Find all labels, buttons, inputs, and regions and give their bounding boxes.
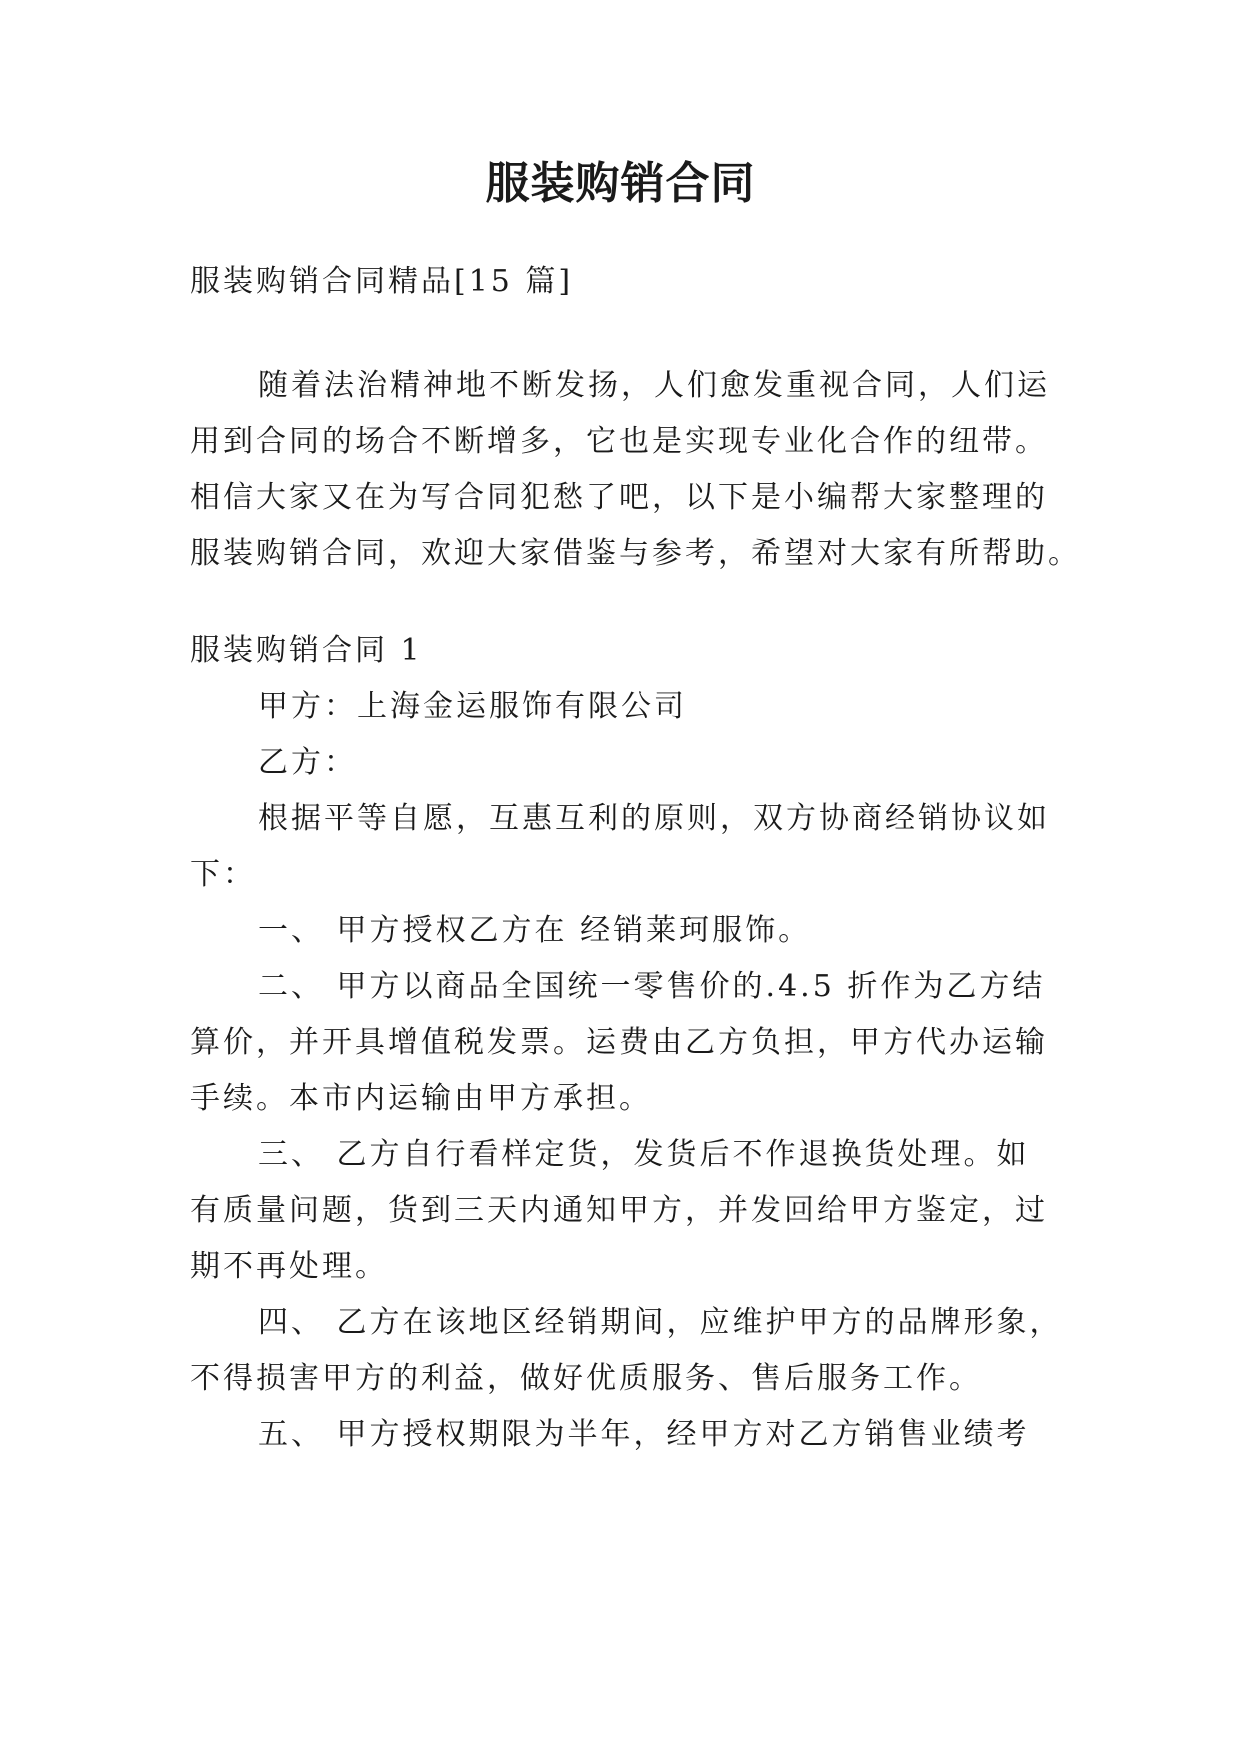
clause-3-line-2: 有质量问题，货到三天内通知甲方，并发回给甲方鉴定，过 <box>190 1193 1048 1228</box>
clause-4-line-2: 不得损害甲方的利益，做好优质服务、售后服务工作。 <box>190 1361 982 1396</box>
clause-2-line-2: 算价，并开具增值税发票。运费由乙方负担，甲方代办运输 <box>190 1025 1048 1060</box>
clause-3-line-3: 期不再处理。 <box>190 1249 388 1284</box>
clause-3-line-1: 三、 乙方自行看样定货，发货后不作退换货处理。如 <box>258 1137 1030 1172</box>
party-b: 乙方： <box>258 745 357 780</box>
document-subtitle: 服装购销合同精品[15 篇] <box>190 264 574 299</box>
clause-5-line-1: 五、 甲方授权期限为半年，经甲方对乙方销售业绩考 <box>258 1417 1030 1452</box>
clause-2-line-3: 手续。本市内运输由甲方承担。 <box>190 1081 652 1116</box>
intro-line-1: 随着法治精神地不断发扬，人们愈发重视合同，人们运 <box>258 368 1050 403</box>
preamble-line-2: 下： <box>190 857 256 892</box>
party-a: 甲方：上海金运服饰有限公司 <box>258 689 687 724</box>
clause-2-line-1: 二、 甲方以商品全国统一零售价的.4.5 折作为乙方结 <box>258 969 1046 1004</box>
intro-line-2: 用到合同的场合不断增多，它也是实现专业化合作的纽带。 <box>190 424 1048 459</box>
intro-line-3: 相信大家又在为写合同犯愁了吧，以下是小编帮大家整理的 <box>190 480 1048 515</box>
preamble-line-1: 根据平等自愿，互惠互利的原则，双方协商经销协议如 <box>258 801 1050 836</box>
clause-4-line-1: 四、 乙方在该地区经销期间，应维护甲方的品牌形象， <box>258 1305 1063 1340</box>
intro-line-4: 服装购销合同，欢迎大家借鉴与参考，希望对大家有所帮助。 <box>190 536 1081 571</box>
section-heading: 服装购销合同 1 <box>190 633 423 668</box>
clause-1-line-1: 一、 甲方授权乙方在 经销莱珂服饰。 <box>258 913 812 948</box>
document-title: 服装购销合同 <box>485 158 756 209</box>
